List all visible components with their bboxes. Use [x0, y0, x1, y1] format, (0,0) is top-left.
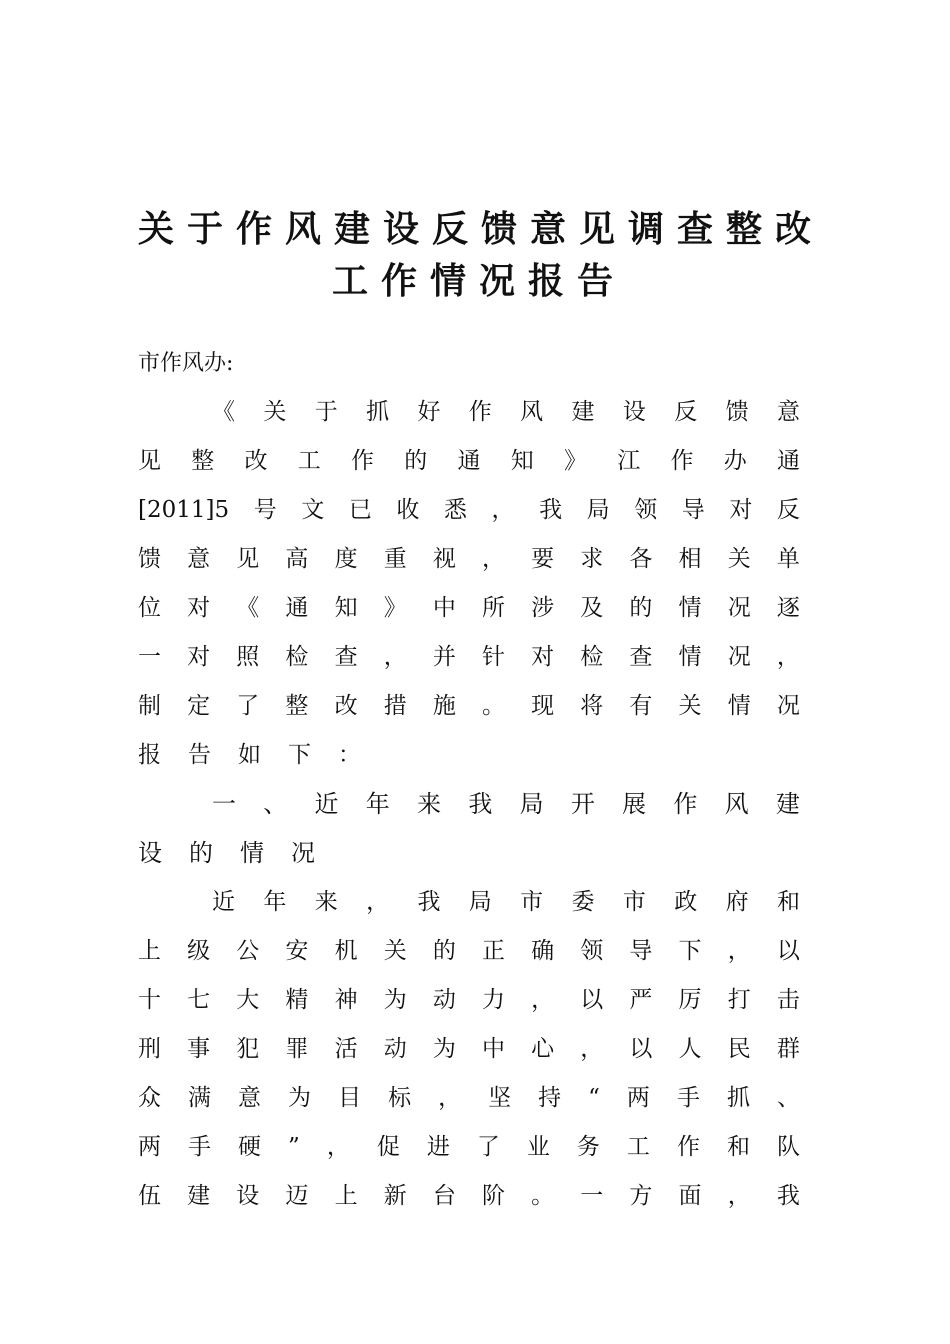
- paragraph1-line-8: 报 告 如 下 ：: [138, 742, 361, 768]
- paragraph1-line-1: 《 关 于 抓 好 作 风 建 设 反 馈 意: [212, 399, 800, 425]
- section-heading-1-line-2: 设 的 情 况: [138, 839, 315, 867]
- salutation: 市作风办:: [138, 351, 234, 376]
- paragraph1-line-6: 一 对 照 检 查 ， 并 针 对 检 查 情 况 ，: [138, 644, 800, 670]
- paragraph2-line-2: 上 级 公 安 机 关 的 正 确 领 导 下 ， 以: [138, 938, 800, 964]
- paragraph2-line-1: 近 年 来 ， 我 局 市 委 市 政 府 和: [212, 889, 800, 915]
- document-title-line-2: 工作情况报告: [332, 261, 627, 302]
- paragraph2-line-4: 刑 事 犯 罪 活 动 为 中 心 ， 以 人 民 群: [138, 1036, 800, 1062]
- paragraph2-line-7: 伍 建 设 迈 上 新 台 阶 。 一 方 面 ， 我: [138, 1183, 800, 1209]
- paragraph2-line-5: 众 满 意 为 目 标 ， 坚 持 “ 两 手 抓 、: [138, 1085, 800, 1111]
- paragraph2-line-3: 十 七 大 精 神 为 动 力 ， 以 严 厉 打 击: [138, 987, 800, 1013]
- document-title-line-1: 关于作风建设反馈意见调查整改: [138, 209, 825, 250]
- paragraph1-line-3: [2011]5 号 文 已 收 悉 ， 我 局 领 导 对 反: [138, 497, 800, 523]
- paragraph1-line-4: 馈 意 见 高 度 重 视 ， 要 求 各 相 关 单: [138, 546, 800, 572]
- paragraph1-line-7: 制 定 了 整 改 措 施 。 现 将 有 关 情 况: [138, 693, 800, 719]
- paragraph1-line-2: 见 整 改 工 作 的 通 知 》 江 作 办 通: [138, 448, 800, 474]
- paragraph2-line-6: 两 手 硬 ” ， 促 进 了 业 务 工 作 和 队: [138, 1134, 800, 1160]
- paragraph1-line-5: 位 对 《 通 知 》 中 所 涉 及 的 情 况 逐: [138, 595, 800, 621]
- section-heading-1-line-1: 一 、 近 年 来 我 局 开 展 作 风 建: [212, 790, 800, 818]
